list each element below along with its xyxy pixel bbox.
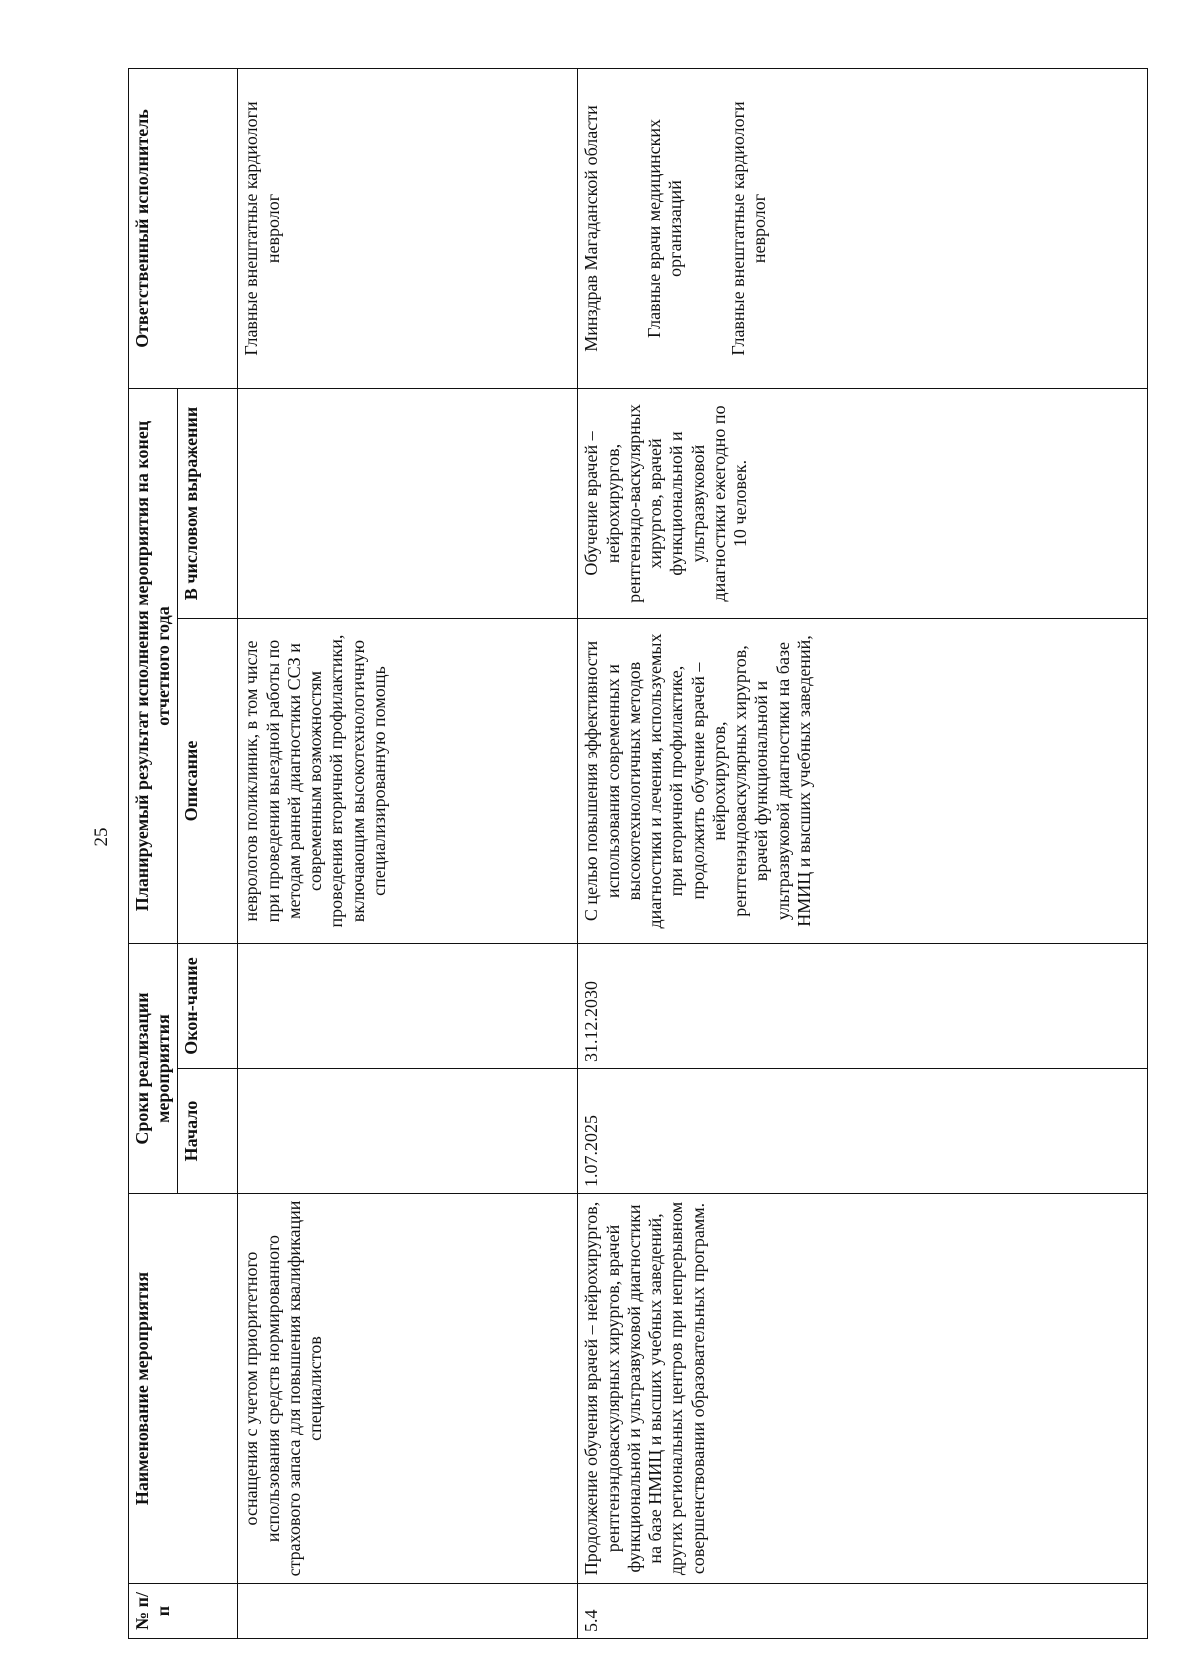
header-end: Окон-чание bbox=[178, 944, 238, 1069]
row-name: оснащения с учетом приоритетного использования средств нормированного страхового запаса для повышения квалификации специалистов bbox=[238, 1194, 578, 1584]
header-responsible: Ответственный исполнитель bbox=[129, 68, 238, 388]
row-end: 31.12.2030 bbox=[578, 944, 1148, 1069]
header-name: Наименование мероприятия bbox=[129, 1194, 238, 1584]
responsible-line: Минздрав Магаданской области bbox=[581, 105, 602, 352]
row-num bbox=[238, 1584, 578, 1639]
header-numeric: В числовом выражении bbox=[178, 388, 238, 618]
row-num: 5.4 bbox=[578, 1584, 1148, 1639]
responsible-line: Главные врачи медицинских организаций bbox=[644, 119, 686, 338]
measures-table bbox=[128, 68, 1148, 1639]
rotated-table-container bbox=[128, 69, 1148, 1639]
row-name: Продолжение обучения врачей – нейрохирургов, рентгенэндоваскулярных хирургов, врачей функциональной и ультразвуковой диагностики на базе НМИЦ и высших учебных заведений, других региональных центров при непрерывном совершенствовании образовательных программ. bbox=[578, 1194, 1148, 1584]
table-row bbox=[238, 68, 578, 1638]
row-end bbox=[238, 944, 578, 1069]
header-terms: Сроки реализации мероприятия bbox=[129, 944, 178, 1194]
row-start: 1.07.2025 bbox=[578, 1069, 1148, 1194]
header-description: Описание bbox=[178, 619, 238, 944]
table-row bbox=[578, 68, 1148, 1638]
row-responsible bbox=[238, 68, 578, 388]
responsible-line: Главные внештатные кардиологи невролог bbox=[727, 101, 770, 356]
row-description: С целью повышения эффективности использования современных и высокотехнологичных методов диагностики и лечения, используемых при вторичной профилактике, продолжить обучение врачей – нейрохирургов, рентгенэндоваскулярных хирургов, врачей функциональной и ультразвуковой диагностики на базе НМИЦ и высших учебных заведений, bbox=[578, 619, 1148, 944]
header-row bbox=[129, 68, 178, 1638]
page-number: 25 bbox=[91, 827, 112, 847]
row-numeric: Обучение врачей – нейрохирургов, рентгенэндо-васкулярных хирургов, врачей функциональной и ультразвуковой диагностики ежегодно по 10 человек. bbox=[578, 388, 1148, 618]
row-responsible bbox=[578, 68, 1148, 388]
header-start: Начало bbox=[178, 1069, 238, 1194]
row-description: неврологов поликлиник, в том числе при проведении выездной работы по методам ранней диагностики ССЗ и современным возможностям проведения вторичной профилактики, включающим высокотехнологичную специализированную помощь bbox=[238, 619, 578, 944]
header-num: № п/п bbox=[129, 1584, 238, 1639]
row-numeric bbox=[238, 388, 578, 618]
responsible-line: Главные внештатные кардиологи невролог bbox=[241, 101, 283, 356]
row-start bbox=[238, 1069, 578, 1194]
header-result: Планируемый результат исполнения мероприятия на конец отчетного года bbox=[129, 388, 178, 943]
